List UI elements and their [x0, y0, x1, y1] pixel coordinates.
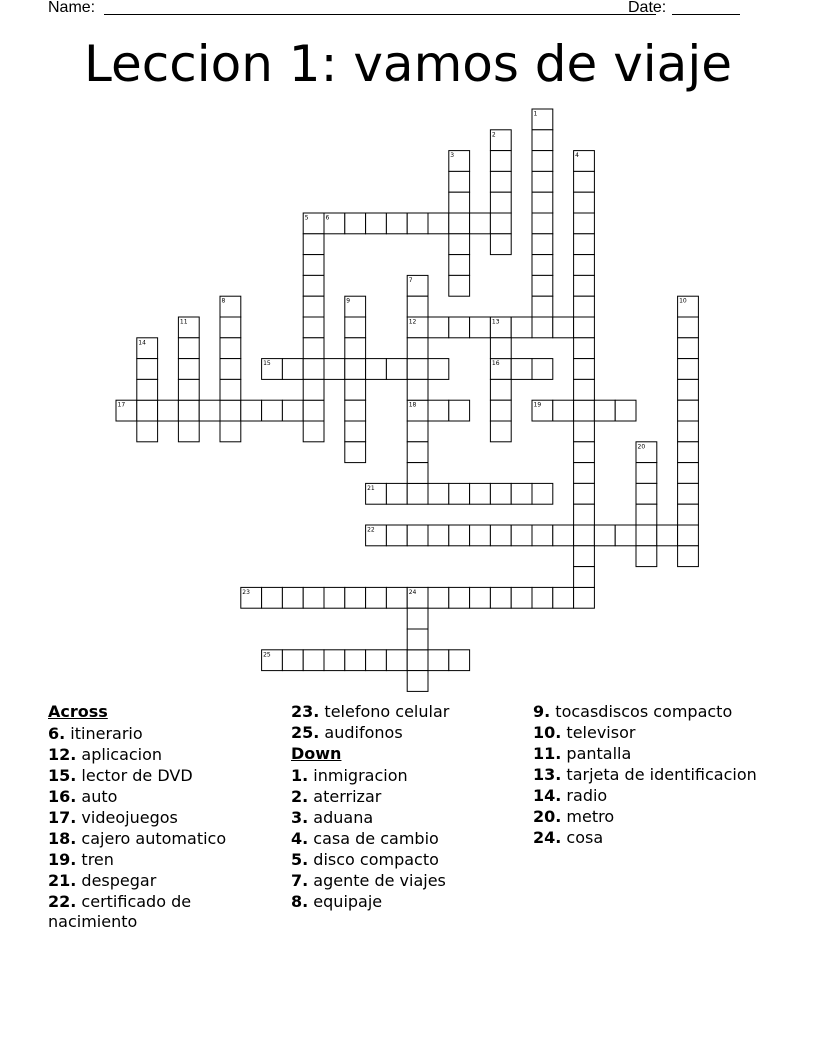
grid-cell[interactable] [594, 525, 615, 546]
grid-cell[interactable] [137, 379, 158, 400]
clue-text: itinerario [65, 724, 143, 743]
grid-cell[interactable] [574, 234, 595, 255]
down-clue [533, 786, 763, 806]
clue-number: 13 [491, 318, 500, 326]
clue-number: 23 [242, 588, 250, 596]
clue-num: 25. [291, 723, 320, 742]
grid-cell[interactable] [366, 587, 387, 608]
clue-num: 3. [291, 808, 309, 827]
clue-num: 10. [533, 723, 562, 742]
grid-cell[interactable] [470, 317, 491, 338]
grid-cell[interactable] [615, 400, 636, 421]
grid-cell[interactable] [303, 359, 324, 380]
clue-text: auto [76, 787, 118, 806]
grid-cell[interactable] [532, 130, 553, 151]
clue-text: radio [561, 786, 608, 805]
clue-number: 7 [408, 276, 413, 284]
grid-cell[interactable] [303, 275, 324, 296]
grid-cell[interactable] [282, 359, 303, 380]
grid-cell[interactable] [303, 650, 324, 671]
grid-cell[interactable] [386, 359, 407, 380]
grid-cell[interactable] [574, 525, 595, 546]
across-clue [48, 850, 268, 870]
clue-text: pantalla [561, 744, 632, 763]
grid-cell[interactable] [511, 317, 532, 338]
grid-cell[interactable] [574, 192, 595, 213]
grid-cell[interactable] [553, 400, 574, 421]
grid-cell[interactable] [220, 317, 241, 338]
grid-cell[interactable] [220, 338, 241, 359]
grid-cell[interactable] [303, 338, 324, 359]
grid-cell[interactable] [199, 400, 220, 421]
grid-cell[interactable] [636, 504, 657, 525]
down-clue [533, 723, 763, 743]
grid-cell[interactable] [574, 275, 595, 296]
clue-number: 9 [346, 297, 351, 305]
grid-cell[interactable] [490, 192, 511, 213]
grid-cell[interactable] [428, 525, 449, 546]
grid-cell[interactable] [262, 400, 283, 421]
down-clue [291, 808, 511, 828]
grid-cell[interactable] [449, 171, 470, 192]
grid-cell[interactable] [407, 608, 428, 629]
clue-num: 17. [48, 808, 77, 827]
grid-cell[interactable] [574, 317, 595, 338]
across-clue [48, 892, 268, 932]
clue-number: 22 [367, 526, 375, 534]
clue-text: inmigracion [308, 766, 408, 785]
grid-cell[interactable] [678, 338, 699, 359]
grid-cell[interactable] [407, 379, 428, 400]
grid-cell[interactable] [553, 317, 574, 338]
grid-cell[interactable] [636, 463, 657, 484]
grid-cell[interactable] [449, 650, 470, 671]
clue-text: aduana [308, 808, 374, 827]
clue-num: 11. [533, 744, 562, 763]
grid-cell[interactable] [449, 275, 470, 296]
grid-cell[interactable] [511, 359, 532, 380]
grid-cell[interactable] [574, 379, 595, 400]
grid-cell[interactable] [241, 400, 262, 421]
grid-cell[interactable] [386, 650, 407, 671]
grid-cell[interactable] [532, 587, 553, 608]
clue-number: 2 [491, 131, 496, 139]
clue-text: lector de DVD [76, 766, 193, 785]
clue-number: 16 [491, 360, 500, 368]
grid-cell[interactable] [386, 525, 407, 546]
down-clue [533, 807, 763, 827]
grid-cell[interactable] [178, 359, 199, 380]
clue-number: 3 [450, 152, 455, 160]
grid-cell[interactable] [490, 151, 511, 172]
grid-cell[interactable] [407, 442, 428, 463]
clue-text: tocasdiscos compacto [550, 702, 733, 721]
grid-cell[interactable] [636, 546, 657, 567]
grid-cell[interactable] [532, 213, 553, 234]
grid-cell[interactable] [449, 192, 470, 213]
clue-text: tren [76, 850, 114, 869]
grid-cell[interactable] [407, 629, 428, 650]
grid-cell[interactable] [553, 525, 574, 546]
grid-cell[interactable] [574, 483, 595, 504]
grid-cell[interactable] [532, 151, 553, 172]
grid-cell[interactable] [366, 650, 387, 671]
grid-cell[interactable] [615, 525, 636, 546]
grid-cell[interactable] [407, 671, 428, 692]
clue-num: 14. [533, 786, 562, 805]
grid-cell[interactable] [407, 296, 428, 317]
grid-cell[interactable] [490, 400, 511, 421]
grid-cell[interactable] [407, 338, 428, 359]
grid-cell[interactable] [678, 463, 699, 484]
clue-number: 18 [408, 401, 417, 409]
grid-cell[interactable] [490, 483, 511, 504]
clue-text: casa de cambio [308, 829, 439, 848]
grid-cell[interactable] [511, 587, 532, 608]
grid-cell[interactable] [511, 483, 532, 504]
grid-cell[interactable] [678, 504, 699, 525]
down-clue [533, 702, 763, 722]
grid-cell[interactable] [532, 525, 553, 546]
clue-number: 20 [637, 443, 646, 451]
clue-number: 5 [304, 214, 309, 222]
grid-cell[interactable] [449, 317, 470, 338]
grid-cell[interactable] [574, 587, 595, 608]
clue-num: 15. [48, 766, 77, 785]
clue-num: 1. [291, 766, 309, 785]
across-clue [291, 702, 511, 722]
down-heading: Down [291, 744, 342, 763]
grid-cell[interactable] [490, 234, 511, 255]
across-clue [48, 787, 268, 807]
clue-num: 24. [533, 828, 562, 847]
grid-cell[interactable] [678, 379, 699, 400]
grid-cell[interactable] [532, 192, 553, 213]
grid-cell[interactable] [574, 421, 595, 442]
clue-text: telefono celular [319, 702, 450, 721]
grid-cell[interactable] [470, 483, 491, 504]
grid-cell[interactable] [532, 296, 553, 317]
grid-cell[interactable] [532, 255, 553, 276]
grid-cell[interactable] [594, 400, 615, 421]
grid-cell[interactable] [532, 317, 553, 338]
grid-cell[interactable] [490, 338, 511, 359]
clue-text: televisor [561, 723, 636, 742]
grid-cell[interactable] [407, 525, 428, 546]
grid-cell[interactable] [678, 359, 699, 380]
grid-cell[interactable] [574, 463, 595, 484]
grid-cell[interactable] [574, 504, 595, 525]
grid-cell[interactable] [428, 483, 449, 504]
grid-cell[interactable] [678, 421, 699, 442]
grid-cell[interactable] [490, 379, 511, 400]
clue-text: despegar [76, 871, 157, 890]
clue-num: 16. [48, 787, 77, 806]
grid-cell[interactable] [178, 338, 199, 359]
grid-cell[interactable] [282, 587, 303, 608]
clue-number: 1 [533, 110, 538, 118]
grid-cell[interactable] [303, 587, 324, 608]
clue-num: 22. [48, 892, 77, 911]
down-clue [291, 892, 511, 912]
grid-cell[interactable] [220, 421, 241, 442]
clue-number: 24 [408, 588, 417, 596]
across-clue [48, 766, 268, 786]
clue-text: cajero automatico [76, 829, 227, 848]
clue-number: 17 [117, 401, 126, 409]
grid-cell[interactable] [532, 234, 553, 255]
grid-cell[interactable] [324, 359, 345, 380]
grid-cell[interactable] [345, 338, 366, 359]
clue-num: 20. [533, 807, 562, 826]
down-clue [291, 787, 511, 807]
grid-cell[interactable] [574, 338, 595, 359]
clue-text: metro [561, 807, 615, 826]
grid-cell[interactable] [220, 379, 241, 400]
clue-num: 6. [48, 724, 66, 743]
clue-num: 2. [291, 787, 309, 806]
clue-num: 9. [533, 702, 551, 721]
page-title: Leccion 1: vamos de viaje [84, 35, 732, 93]
grid-cell[interactable] [345, 442, 366, 463]
grid-cell[interactable] [678, 400, 699, 421]
grid-cell[interactable] [678, 483, 699, 504]
grid-cell[interactable] [303, 421, 324, 442]
grid-cell[interactable] [678, 317, 699, 338]
across-clue [291, 723, 511, 743]
grid-cell[interactable] [470, 213, 491, 234]
grid-cell[interactable] [137, 400, 158, 421]
grid-cell[interactable] [386, 483, 407, 504]
grid-cell[interactable] [366, 359, 387, 380]
clue-number: 11 [179, 318, 188, 326]
clue-num: 5. [291, 850, 309, 869]
clue-text: aplicacion [76, 745, 163, 764]
grid-cell[interactable] [303, 400, 324, 421]
grid-cell[interactable] [282, 650, 303, 671]
grid-cell[interactable] [178, 379, 199, 400]
grid-cell[interactable] [636, 525, 657, 546]
grid-cell[interactable] [262, 587, 283, 608]
grid-cell[interactable] [490, 525, 511, 546]
grid-cell[interactable] [386, 587, 407, 608]
grid-cell[interactable] [428, 213, 449, 234]
name-label: Name: [48, 0, 96, 16]
clue-num: 19. [48, 850, 77, 869]
grid-cell[interactable] [449, 213, 470, 234]
grid-cell[interactable] [345, 587, 366, 608]
clue-number: 14 [138, 339, 146, 347]
clue-text: aterrizar [308, 787, 382, 806]
grid-cell[interactable] [178, 400, 199, 421]
grid-cell[interactable] [303, 234, 324, 255]
grid-cell[interactable] [345, 400, 366, 421]
grid-cell[interactable] [532, 275, 553, 296]
down-clue [291, 871, 511, 891]
grid-cell[interactable] [532, 171, 553, 192]
grid-cell[interactable] [449, 587, 470, 608]
grid-cell[interactable] [137, 421, 158, 442]
grid-cell[interactable] [574, 546, 595, 567]
grid-cell[interactable] [574, 567, 595, 588]
clue-text: tarjeta de identificacion [561, 765, 757, 784]
across-clue [48, 724, 268, 744]
grid-cell[interactable] [490, 171, 511, 192]
grid-cell[interactable] [324, 587, 345, 608]
grid-cell[interactable] [345, 379, 366, 400]
across-heading: Across [48, 702, 108, 721]
down-clue [533, 828, 763, 848]
grid-cell[interactable] [407, 359, 428, 380]
clue-text: disco compacto [308, 850, 439, 869]
down-clue [533, 744, 763, 764]
grid-cell[interactable] [407, 213, 428, 234]
grid-cell[interactable] [303, 379, 324, 400]
grid-cell[interactable] [407, 463, 428, 484]
grid-cell[interactable] [574, 171, 595, 192]
grid-cell[interactable] [470, 587, 491, 608]
clue-num: 8. [291, 892, 309, 911]
clue-num: 7. [291, 871, 309, 890]
grid-cell[interactable] [574, 296, 595, 317]
grid-cell[interactable] [657, 525, 678, 546]
grid-cell[interactable] [366, 213, 387, 234]
grid-cell[interactable] [282, 400, 303, 421]
grid-cell[interactable] [220, 400, 241, 421]
grid-cell[interactable] [490, 421, 511, 442]
grid-cell[interactable] [428, 359, 449, 380]
grid-cell[interactable] [407, 483, 428, 504]
grid-cell[interactable] [428, 400, 449, 421]
clue-number: 12 [408, 318, 417, 326]
clue-number: 15 [263, 360, 271, 368]
clue-text: cosa [561, 828, 604, 847]
grid-cell[interactable] [511, 525, 532, 546]
down-clue [291, 829, 511, 849]
across-clue [48, 871, 268, 891]
grid-cell[interactable] [303, 317, 324, 338]
grid-cell[interactable] [428, 650, 449, 671]
grid-cell[interactable] [449, 234, 470, 255]
clue-column-3 [533, 702, 763, 849]
clue-number: 25 [263, 651, 271, 659]
grid-cell[interactable] [449, 255, 470, 276]
grid-cell[interactable] [345, 359, 366, 380]
clue-text: videojuegos [76, 808, 178, 827]
clue-num: 23. [291, 702, 320, 721]
clue-num: 13. [533, 765, 562, 784]
clue-number: 19 [533, 401, 542, 409]
grid-cell[interactable] [449, 400, 470, 421]
grid-cell[interactable] [553, 587, 574, 608]
grid-cell[interactable] [678, 442, 699, 463]
clue-number: 21 [367, 484, 375, 492]
grid-cell[interactable] [490, 587, 511, 608]
grid-cell[interactable] [574, 213, 595, 234]
grid-cell[interactable] [574, 255, 595, 276]
clue-column-1 [48, 702, 268, 933]
grid-cell[interactable] [158, 400, 179, 421]
grid-cell[interactable] [345, 317, 366, 338]
grid-cell[interactable] [407, 650, 428, 671]
grid-cell[interactable] [428, 317, 449, 338]
grid-cell[interactable] [303, 255, 324, 276]
grid-cell[interactable] [532, 359, 553, 380]
clue-number: 10 [679, 297, 687, 305]
grid-cell[interactable] [137, 359, 158, 380]
grid-cell[interactable] [574, 442, 595, 463]
grid-cell[interactable] [490, 213, 511, 234]
down-clue [291, 850, 511, 870]
grid-cell[interactable] [470, 525, 491, 546]
clue-text: equipaje [308, 892, 383, 911]
clue-number: 8 [221, 297, 226, 305]
across-clue [48, 745, 268, 765]
clue-num: 18. [48, 829, 77, 848]
grid-cell[interactable] [407, 421, 428, 442]
clue-number: 6 [325, 214, 330, 222]
date-label: Date: [628, 0, 667, 16]
clue-column-2 [291, 702, 511, 913]
grid-cell[interactable] [678, 525, 699, 546]
clue-number: 4 [575, 152, 579, 160]
grid-cell[interactable] [220, 359, 241, 380]
clue-num: 4. [291, 829, 309, 848]
grid-cell[interactable] [386, 213, 407, 234]
across-clue [48, 808, 268, 828]
across-clue [48, 829, 268, 849]
grid-cell[interactable] [678, 546, 699, 567]
clue-text: audifonos [319, 723, 403, 742]
grid-cell[interactable] [345, 421, 366, 442]
grid-cell[interactable] [532, 483, 553, 504]
grid-cell[interactable] [345, 650, 366, 671]
grid-cell[interactable] [324, 650, 345, 671]
grid-cell[interactable] [178, 421, 199, 442]
down-clue [533, 765, 763, 785]
grid-cell[interactable] [345, 213, 366, 234]
grid-cell[interactable] [303, 296, 324, 317]
clue-num: 12. [48, 745, 77, 764]
grid-cell[interactable] [574, 359, 595, 380]
grid-cell[interactable] [449, 483, 470, 504]
clue-num: 21. [48, 871, 77, 890]
grid-cell[interactable] [428, 587, 449, 608]
down-clue [291, 766, 511, 786]
clue-text: agente de viajes [308, 871, 446, 890]
grid-cell[interactable] [636, 483, 657, 504]
clue-text: certificado de nacimiento [48, 892, 192, 931]
grid-cell[interactable] [449, 525, 470, 546]
grid-cell[interactable] [574, 400, 595, 421]
